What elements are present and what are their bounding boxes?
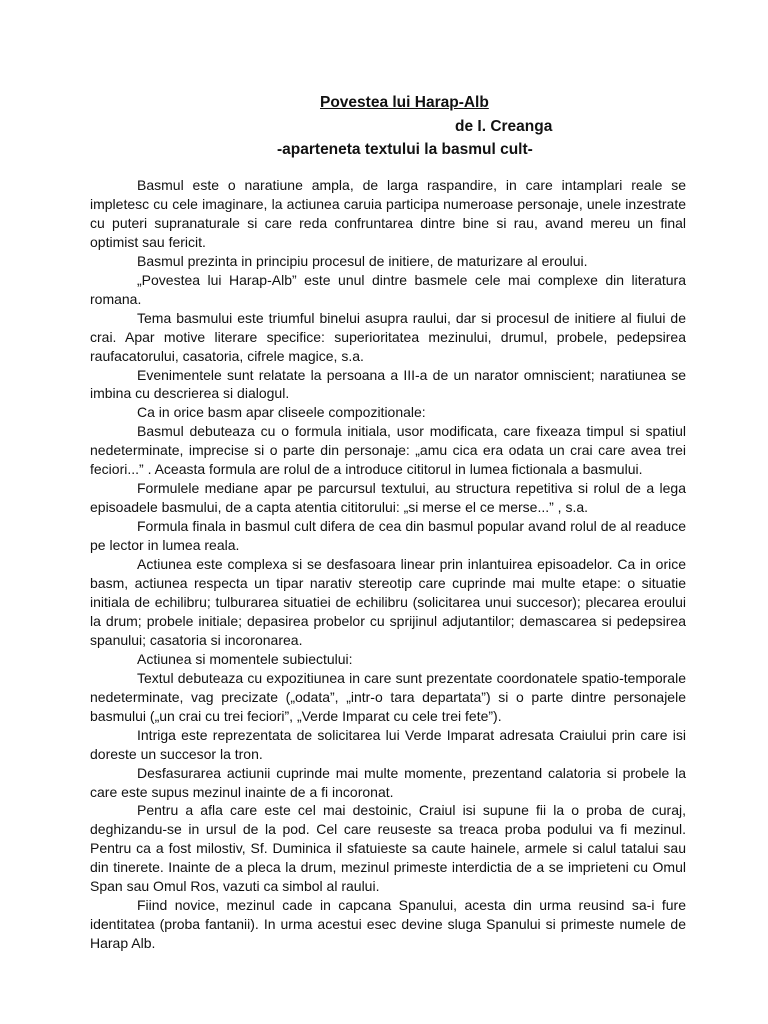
paragraph: Formula finala in basmul cult difera de cea din basmul popular avand rolul de al readuce pe lector in lumea reala. (90, 518, 686, 554)
document-author: de I. Creanga (455, 118, 553, 135)
document-body (90, 176, 686, 953)
paragraph: Tema basmului este triumful binelui asupra raului, dar si procesul de initiere al fiului de crai. Apar motive literare specifice: superioritatea mezinului, drumul, probele, pedepsirea raufacatorului, casatoria, cifrele magice, s.a. (90, 309, 686, 364)
paragraph: Basmul debuteaza cu o formula initiala, usor modificata, care fixeaza timpul si spatiul nedeterminate, imprecise si o parte din personaje: „amu cica era odata un crai care avea trei feciori...” . Aceasta formula are rolul de a introduce cititorul in lumea fictionala a basmului. (90, 423, 686, 478)
paragraph: Evenimentele sunt relatate la persoana a III-a de un narator omniscient; naratiunea se imbina cu descrierea si dialogul. (90, 366, 686, 402)
paragraph: Basmul prezinta in principiu procesul de initiere, de maturizare al eroului. (137, 252, 588, 269)
paragraph: Intriga este reprezentata de solicitarea lui Verde Imparat adresata Craiului prin care isi doreste un succesor la tron. (90, 726, 686, 762)
document-title: Povestea lui Harap-Alb (320, 94, 489, 111)
paragraph: Actiunea este complexa si se desfasoara linear prin inlantuirea episoadelor. Ca in orice basm, actiunea respecta un tipar narativ stereotip care cuprinde mai multe etape: o situatie initiala de echilibru; tulburarea situatiei de echilibru (solicitarea unui succesor); plecarea eroului la drum; probele initiale; depasirea probelor cu sprijinul adjutantilor; demascarea si pedepsirea spanului; casatoria si incoronarea. (90, 556, 686, 648)
paragraph: „Povestea lui Harap-Alb” este unul dintre basmele cele mai complexe din literatura romana. (90, 271, 686, 307)
paragraph: Actiunea si momentele subiectului: (137, 650, 353, 667)
paragraph: Textul debuteaza cu expozitiunea in care sunt prezentate coordonatele spatio-temporale nedeterminate, vag precizate („odata”, „intr-o tara departata”) si o parte dintre personajele basmului („un crai cu trei feciori”, „Verde Imparat cu cele trei fete”). (90, 669, 686, 724)
document-subtitle: -aparteneta textului la basmul cult- (277, 141, 533, 158)
paragraph: Fiind novice, mezinul cade in capcana Spanului, acesta din urma reusind sa-i fure identitatea (proba fantanii). In urma acestui esec devine sluga Spanului si primeste numele de Harap Alb. (90, 897, 686, 952)
paragraph: Basmul este o naratiune ampla, de larga raspandire, in care intamplari reale se impletesc cu cele imaginare, la actiunea caruia participa numeroase personaje, unele inzestrate cu puteri supranaturale si care reda confruntarea dintre bine si rau, avand mereu un final optimist sau fericit. (90, 177, 686, 250)
paragraph: Desfasurarea actiunii cuprinde mai multe momente, prezentand calatoria si probele la care este supus mezinul inainte de a fi incoronat. (90, 764, 686, 800)
paragraph: Formulele mediane apar pe parcursul textului, au structura repetitiva si rolul de a lega episoadele basmului, de a capta atentia cititorului: „si merse el ce merse...” , s.a. (90, 480, 686, 516)
paragraph: Ca in orice basm apar cliseele compozitionale: (137, 404, 426, 421)
paragraph: Pentru a afla care este cel mai destoinic, Craiul isi supune fii la o proba de curaj, deghizandu-se in ursul de la pod. Cel care reuseste sa treaca proba podului va fi mezinul. Pentru ca a fost milostiv, Sf. Duminica il sfatuieste sa caute hainele, armele si calul tatalui sau din tinerete. Inainte de a pleca la drum, mezinul primeste interdictia de a se imprieteni cu Omul Span sau Omul Ros, vazuti ca simbol al raului. (90, 802, 686, 895)
